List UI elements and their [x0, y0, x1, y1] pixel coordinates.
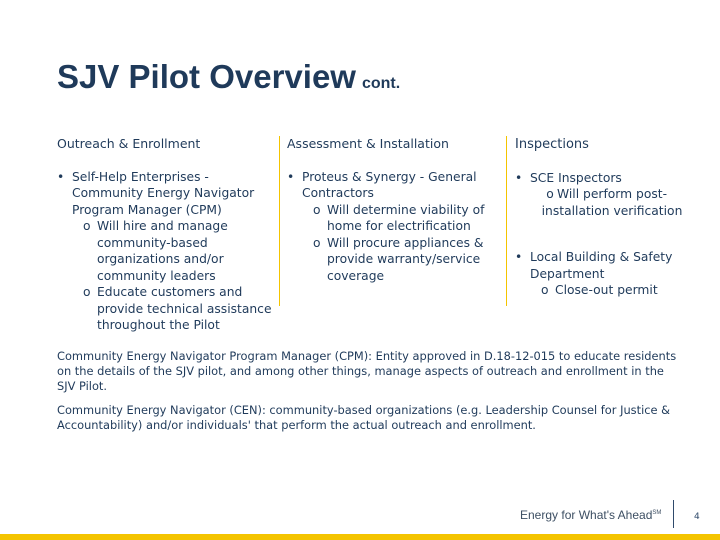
- column-assessment-installation: [287, 136, 497, 284]
- title-text: SJV Pilot Overview: [57, 58, 356, 95]
- page-title: [57, 58, 400, 96]
- note-cen: Community Energy Navigator (CEN): community-based organizations (e.g. Leadership Counsel for Justice & Accountability) and/or individuals' that perform the actual outreach and enrollment.: [57, 403, 671, 432]
- bullet-item: [515, 170, 685, 187]
- bullet-item: [287, 169, 497, 202]
- page-number: 4: [694, 512, 700, 522]
- bullet-item: [515, 249, 685, 282]
- column-heading: Outreach & Enrollment: [57, 136, 201, 151]
- tagline-text: Energy for What's Ahead: [520, 508, 653, 522]
- sub-bullet-text: Close-out permit: [555, 283, 658, 297]
- footer-tagline: [520, 508, 661, 522]
- column-outreach-enrollment: [57, 136, 272, 334]
- service-mark: SM: [652, 510, 662, 516]
- bottom-accent-bar: [0, 534, 720, 540]
- sub-bullet-item: [83, 284, 272, 334]
- column-inspections: [515, 136, 685, 299]
- sub-bullet-text: Will hire and manage community-based organizations and/or community leaders: [97, 219, 228, 283]
- sub-bullet-text: Will procure appliances & provide warranty/service coverage: [327, 235, 484, 283]
- sub-bullet-text: Educate customers and provide technical assistance throughout the Pilot: [97, 285, 272, 332]
- sub-bullet-text: Will determine viability of home for electrification: [327, 202, 485, 233]
- column-heading: Inspections: [515, 137, 589, 152]
- sub-bullet-item: [313, 235, 497, 285]
- sub-bullet-item: [313, 202, 497, 235]
- bullet-item: [57, 169, 272, 219]
- column-divider: [279, 136, 280, 306]
- title-suffix: cont.: [361, 75, 401, 92]
- footer-divider: [673, 500, 674, 528]
- note-cpm: Community Energy Navigator Program Manager (CPM): Entity approved in D.18-12-015 to educate residents on the details of the SJV pilot, and among other things, manage aspects of outreach and enrollment in the SJV Pilot.: [57, 349, 677, 393]
- column-divider: [506, 136, 507, 306]
- column-heading: Assessment & Installation: [287, 136, 449, 151]
- sub-bullet-item: [83, 218, 272, 284]
- sub-bullet-text: Will perform post-installation verification: [541, 187, 683, 218]
- sub-bullet-item: [541, 282, 685, 299]
- bullet-text: Self-Help Enterprises - Community Energy Navigator Program Manager (CPM): [72, 169, 255, 217]
- bullet-text: Local Building & Safety Department: [530, 250, 673, 281]
- bullet-text: SCE Inspectors: [530, 170, 622, 185]
- definitions-notes: [57, 349, 677, 442]
- bullet-text: Proteus & Synergy - General Contractors: [302, 169, 477, 200]
- sub-bullet-item: [525, 186, 685, 219]
